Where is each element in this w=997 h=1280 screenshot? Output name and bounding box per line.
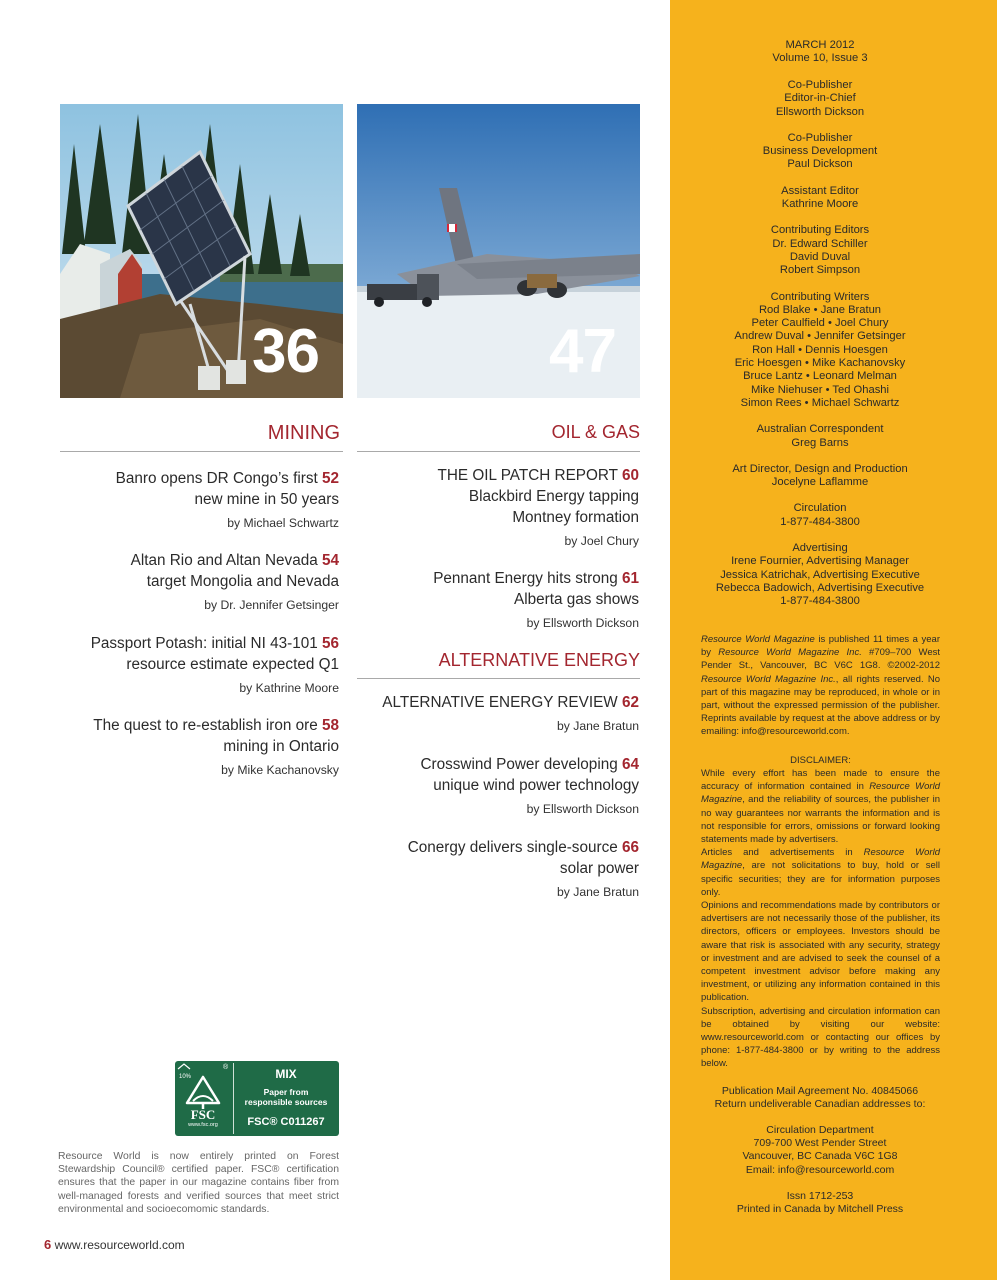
article-byline: by Jane Bratun <box>557 885 639 899</box>
credit-group <box>686 291 954 411</box>
disclaimer-heading: DISCLAIMER: <box>790 755 851 766</box>
address-line: 709-700 West Pender Street <box>753 1137 887 1150</box>
printer-line: Printed in Canada by Mitchell Press <box>736 1203 904 1216</box>
article-title: Pennant Energy hits strong 61 Alberta gas shows <box>433 570 639 608</box>
divider <box>357 678 640 679</box>
masthead-issue <box>686 39 954 66</box>
article-title: ALTERNATIVE ENERGY REVIEW 62 <box>382 694 639 711</box>
credit-name: Ron Hall • Dennis Hoesgen <box>752 343 888 356</box>
article-title: Altan Rio and Altan Nevada 54 target Mongolia and Nevada <box>130 552 339 590</box>
article-oil-patch-report[interactable] <box>356 465 639 549</box>
disclaimer-text: While every effort has been made to ensure the accuracy of information contained in Resource World Magazine, and the reliability of sources, the publisher in no way guarantees nor warrants the information and is not responsible for errors, omissions or forward looking statements made by advertisers. Articles and advertisements in Resource World Magazine, are not solicitations to buy, hold or sell specific securities; they are for information purposes only. Opinions and recommendations made by contributors or advertisers are not necessarily those of the publisher, its directors, officers or employees. Investors should be aware that risk is associated with any security, strategy or investment and are advised to seek the counsel of a competent investment advisor before making any investment, or utilizing any information contained in this publication. Subscription, advertising and circulation information can be obtained by visiting our website: www.resourceworld.com or contacting our offices by phone: 1-877-484-3800 or by writing to the address below. <box>701 768 940 1070</box>
credit-role: Contributing Writers <box>770 290 870 303</box>
article-byline: by Dr. Jennifer Getsinger <box>204 598 339 612</box>
article-title: Conergy delivers single-source 66 solar power <box>407 839 639 877</box>
credit-name: Kathrine Moore <box>781 198 859 211</box>
page-footer <box>44 1237 185 1252</box>
credit-name: 1-877-484-3800 <box>780 515 860 528</box>
section-title-oil-gas: OIL & GAS <box>551 422 640 442</box>
credit-group <box>686 224 954 277</box>
article-iron-ore[interactable] <box>56 715 339 778</box>
article-altan[interactable] <box>56 550 339 613</box>
credit-group <box>686 463 954 490</box>
article-pennant[interactable] <box>356 568 639 631</box>
article-byline: by Joel Chury <box>564 534 639 548</box>
credit-name: Paul Dickson <box>787 158 853 171</box>
credit-name: Andrew Duval • Jennifer Getsinger <box>734 330 906 343</box>
divider <box>357 451 640 452</box>
credit-name: Greg Barns <box>791 436 849 449</box>
article-title: THE OIL PATCH REPORT 60 Blackbird Energy tapping Montney formation <box>437 467 639 526</box>
article-title: The quest to re-establish iron ore 58 mining in Ontario <box>93 717 339 755</box>
issn-block <box>686 1190 954 1216</box>
credit-name: Ellsworth Dickson <box>775 105 865 118</box>
fsc-label-line: Paper from <box>263 1087 309 1097</box>
article-byline: by Kathrine Moore <box>239 681 339 695</box>
fsc-url: www.fsc.org <box>188 1122 218 1128</box>
mail-agreement <box>686 1085 954 1111</box>
fsc-label <box>235 1087 337 1107</box>
issue-volume: Volume 10, Issue 3 <box>772 52 868 65</box>
address-line: Circulation Department <box>766 1124 874 1136</box>
fsc-label-line: responsible sources <box>244 1097 328 1107</box>
issn-line: Issn 1712-253 <box>786 1190 854 1202</box>
article-byline: by Mike Kachanovsky <box>221 763 339 777</box>
address-line: Email: info@resourceworld.com <box>745 1163 895 1176</box>
credit-name: Mike Niehuser • Ted Ohashi <box>750 383 890 396</box>
credit-name: Eric Hoesgen • Mike Kachanovsky <box>734 357 906 370</box>
fsc-note: Resource World is now entirely printed on Forest Stewardship Council® certified paper. FSC® certification ensures that the paper in our magazine contains fiber from well-managed forests and verified sources that meet strict environmental and socioecomomic standards. <box>58 1151 339 1215</box>
credit-group <box>686 502 954 529</box>
credit-group <box>686 542 954 608</box>
credit-group <box>686 79 954 119</box>
credit-role: Editor-in-Chief <box>784 92 856 105</box>
credit-role: Business Development <box>762 145 878 158</box>
credit-name: Jessica Katrichak, Advertising Executive <box>720 568 920 581</box>
section-title-mining: MINING <box>267 422 340 444</box>
article-title: Banro opens DR Congo’s first 52 new mine in 50 years <box>115 470 339 508</box>
issue-date: MARCH 2012 <box>785 39 855 51</box>
credit-group <box>686 423 954 450</box>
credit-name: Dr. Edward Schiller <box>772 237 868 250</box>
article-crosswind[interactable] <box>356 754 639 817</box>
fsc-code: FSC® C011267 <box>247 1116 325 1128</box>
article-title: Crosswind Power developing 64 unique wind power technology <box>420 756 639 794</box>
section-title-alternative-energy: ALTERNATIVE ENERGY <box>438 650 640 670</box>
article-byline: by Jane Bratun <box>557 719 639 733</box>
footer-url[interactable]: www.resourceworld.com <box>54 1238 185 1252</box>
article-passport[interactable] <box>56 633 339 696</box>
article-title: Passport Potash: initial NI 43-101 56 resource estimate expected Q1 <box>90 635 339 673</box>
credit-name: Simon Rees • Michael Schwartz <box>740 396 900 409</box>
article-banro[interactable] <box>56 468 339 531</box>
mail-line: Publication Mail Agreement No. 40845066 <box>721 1085 919 1097</box>
mail-line: Return undeliverable Canadian addresses to: <box>714 1098 926 1111</box>
article-byline: by Ellsworth Dickson <box>526 616 639 630</box>
credit-name: Irene Fournier, Advertising Manager <box>731 555 909 568</box>
credit-role: Assistant Editor <box>781 184 859 197</box>
fsc-mix: MIX <box>275 1067 297 1081</box>
credit-role: Circulation <box>793 502 847 515</box>
fsc-brand: FSC <box>190 1107 216 1122</box>
fsc-divider <box>233 1063 234 1134</box>
registered-icon: ® <box>223 1064 229 1071</box>
article-byline: by Michael Schwartz <box>227 516 339 530</box>
credit-name: 1-877-484-3800 <box>780 595 860 608</box>
credit-group <box>686 185 954 212</box>
circulation-address <box>686 1124 954 1177</box>
article-byline: by Ellsworth Dickson <box>526 802 639 816</box>
address-line: Vancouver, BC Canada V6C 1G8 <box>742 1150 898 1163</box>
credit-name: Jocelyne Laflamme <box>771 476 869 489</box>
page-number-47: 47 <box>549 317 616 386</box>
credit-role: Advertising <box>792 542 848 555</box>
credit-name: David Duval <box>789 250 851 263</box>
credit-role: Art Director, Design and Production <box>732 462 908 475</box>
credit-role: Co-Publisher <box>787 131 853 144</box>
credit-name: Rebecca Badowich, Advertising Executive <box>715 581 925 594</box>
credit-group <box>686 132 954 172</box>
credit-name: Rod Blake • Jane Bratun <box>758 303 882 316</box>
article-conergy[interactable] <box>349 837 639 900</box>
publisher-note: Resource World Magazine is published 11 times a year by Resource World Magazine Inc. #709–700 West Pender St., Vancouver, BC V6C 1G8. ©2002-2012 Resource World Magazine Inc., all rights reserved. No part of this magazine may be reproduced, in whole or in part, without the expressed permission of the publisher. Reprints available by request at the above address or by emailing: info@resourceworld.com. <box>701 634 941 738</box>
page-number-36: 36 <box>252 317 319 386</box>
fsc-logo <box>175 1061 339 1136</box>
credit-name: Peter Caulfield • Joel Chury <box>751 317 889 330</box>
credit-role: Contributing Editors <box>770 224 870 237</box>
article-alt-energy-review[interactable] <box>356 692 639 734</box>
page-number: 6 <box>44 1237 52 1252</box>
credit-role: Australian Correspondent <box>756 423 884 436</box>
credit-name: Robert Simpson <box>779 264 861 277</box>
credit-role: Co-Publisher <box>787 79 853 91</box>
fsc-percent: 10% <box>179 1074 192 1080</box>
masthead-credits <box>686 79 954 609</box>
credit-name: Bruce Lantz • Leonard Melman <box>743 370 897 383</box>
divider <box>60 451 343 452</box>
